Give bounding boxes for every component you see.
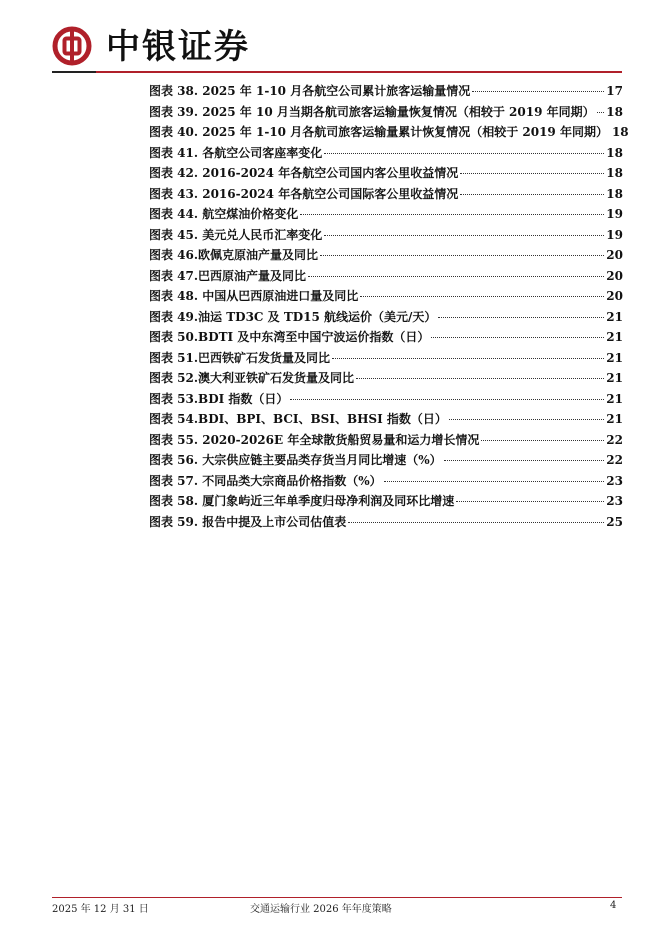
toc-entry-title: 图表 57. 不同品类大宗商品价格指数（%）	[149, 473, 382, 488]
toc-entry-title: 图表 43. 2016-2024 年各航空公司国际客公里收益情况	[149, 186, 459, 201]
toc-entry[interactable]	[149, 471, 623, 492]
header-rule-black	[52, 71, 96, 73]
toc-entry[interactable]	[149, 307, 623, 328]
toc-entry-title: 图表 45. 美元兑人民币汇率变化	[149, 227, 323, 242]
toc-entry-page: 18	[606, 166, 623, 180]
toc-entry[interactable]	[149, 389, 623, 410]
toc-entry-title: 图表 42. 2016-2024 年各航空公司国内客公里收益情况	[149, 166, 459, 180]
toc-entry-page: 19	[606, 207, 623, 221]
toc-entry-page: 18	[611, 125, 629, 139]
toc-dot-leader	[324, 153, 604, 154]
toc-entry-page: 25	[606, 514, 623, 529]
toc-dot-leader	[360, 296, 604, 297]
toc-entry-page: 21	[606, 371, 623, 385]
toc-entry[interactable]	[149, 491, 623, 512]
toc-entry-page: 23	[606, 494, 623, 508]
toc-entry[interactable]	[149, 245, 623, 266]
toc-entry-page: 18	[606, 186, 623, 201]
toc-entry[interactable]	[149, 430, 623, 451]
toc-entry[interactable]	[149, 204, 623, 225]
toc-entry-page: 21	[606, 391, 623, 406]
toc-entry-page: 21	[606, 412, 623, 426]
toc-entry-page: 20	[606, 268, 623, 283]
toc-entry[interactable]	[149, 327, 623, 348]
toc-entry-title: 图表 48. 中国从巴西原油进口量及同比	[149, 289, 359, 303]
toc-entry-title: 图表 47.巴西原油产量及同比	[149, 268, 307, 283]
toc-dot-leader	[300, 214, 604, 215]
toc-entry-page: 22	[606, 432, 623, 447]
header-rule-red	[96, 71, 622, 73]
toc-entry-page: 20	[606, 248, 623, 262]
brand-name: 中银证券	[106, 27, 250, 67]
toc-dot-leader	[460, 194, 604, 195]
footer-date: 2025 年 12 月 31 日	[52, 904, 149, 915]
footer-rule	[52, 897, 622, 898]
toc-dot-leader	[384, 481, 605, 482]
toc-entry-title: 图表 52.澳大利亚铁矿石发货量及同比	[149, 371, 355, 385]
toc-entry[interactable]	[149, 409, 623, 430]
toc-entry[interactable]	[149, 348, 623, 369]
toc-entry[interactable]	[149, 81, 623, 102]
toc-entry[interactable]	[149, 450, 623, 471]
toc-entry-page: 23	[606, 473, 623, 488]
toc-entry[interactable]	[149, 512, 623, 533]
toc-entry-title: 图表 53.BDI 指数（日）	[149, 391, 289, 406]
toc-dot-leader	[324, 235, 604, 236]
toc-entry-page: 19	[606, 227, 623, 242]
toc-entry-title: 图表 38. 2025 年 1-10 月各航空公司累计旅客运输量情况	[149, 84, 471, 98]
toc-entry-page: 18	[606, 145, 623, 160]
bank-of-china-logo-icon	[52, 26, 92, 66]
toc-entry[interactable]	[149, 266, 623, 287]
toc-entry-title: 图表 44. 航空煤油价格变化	[149, 207, 299, 221]
toc-entry-title: 图表 39. 2025 年 10 月当期各航司旅客运输量恢复情况（相较于 2019 年同期）	[149, 104, 595, 119]
toc-entry-title: 图表 41. 各航空公司客座率变化	[149, 145, 323, 160]
toc-dot-leader	[348, 522, 604, 523]
toc-entry-title: 图表 50.BDTI 及中东湾至中国宁波运价指数（日）	[149, 330, 430, 344]
toc-dot-leader	[449, 419, 604, 420]
toc-dot-leader	[481, 440, 604, 441]
toc-entry[interactable]	[149, 143, 623, 164]
toc-dot-leader	[308, 276, 604, 277]
toc-dot-leader	[431, 337, 604, 338]
toc-entry-title: 图表 46.欧佩克原油产量及同比	[149, 248, 319, 262]
toc-entry-title: 图表 55. 2020-2026E 年全球散货船贸易量和运力增长情况	[149, 432, 480, 447]
toc-entry-title: 图表 58. 厦门象屿近三年单季度归母净利润及同环比增速	[149, 494, 455, 508]
toc-entry-title: 图表 51.巴西铁矿石发货量及同比	[149, 350, 331, 365]
toc-entry[interactable]	[149, 225, 623, 246]
toc-entry[interactable]	[149, 163, 623, 184]
toc-dot-leader	[460, 173, 604, 174]
toc-entry-title: 图表 56. 大宗供应链主要品类存货当月同比增速（%）	[149, 453, 442, 467]
toc-entry[interactable]	[149, 286, 623, 307]
footer-report-title: 交通运输行业 2026 年年度策略	[250, 904, 392, 915]
toc-dot-leader	[438, 317, 604, 318]
toc-dot-leader	[456, 501, 604, 502]
toc-dot-leader	[597, 112, 605, 113]
toc-entry[interactable]	[149, 102, 623, 123]
toc-entry-page: 17	[606, 84, 623, 98]
toc-entry-title: 图表 40. 2025 年 1-10 月各航司旅客运输量累计恢复情况（相较于 2019 年同期）	[149, 125, 608, 139]
toc-entry[interactable]	[149, 184, 623, 205]
toc-entry-title: 图表 49.油运 TD3C 及 TD15 航线运价（美元/天）	[149, 309, 437, 324]
toc-dot-leader	[444, 460, 605, 461]
toc-dot-leader	[472, 91, 604, 92]
toc-entry-page: 21	[606, 309, 623, 324]
footer-page-number: 4	[610, 900, 617, 911]
toc-dot-leader	[356, 378, 604, 379]
toc-entry-page: 21	[606, 350, 623, 365]
toc-entry-title: 图表 54.BDI、BPI、BCI、BSI、BHSI 指数（日）	[149, 412, 447, 426]
toc-entry-page: 22	[606, 453, 623, 467]
toc-entry[interactable]	[149, 368, 623, 389]
toc-entry-page: 18	[606, 104, 623, 119]
figure-index-list	[149, 81, 629, 532]
toc-dot-leader	[290, 399, 604, 400]
toc-dot-leader	[332, 358, 604, 359]
toc-entry-page: 21	[606, 330, 623, 344]
toc-entry-title: 图表 59. 报告中提及上市公司估值表	[149, 514, 347, 529]
toc-entry[interactable]	[149, 122, 629, 143]
toc-dot-leader	[320, 255, 604, 256]
toc-entry-page: 20	[606, 289, 623, 303]
